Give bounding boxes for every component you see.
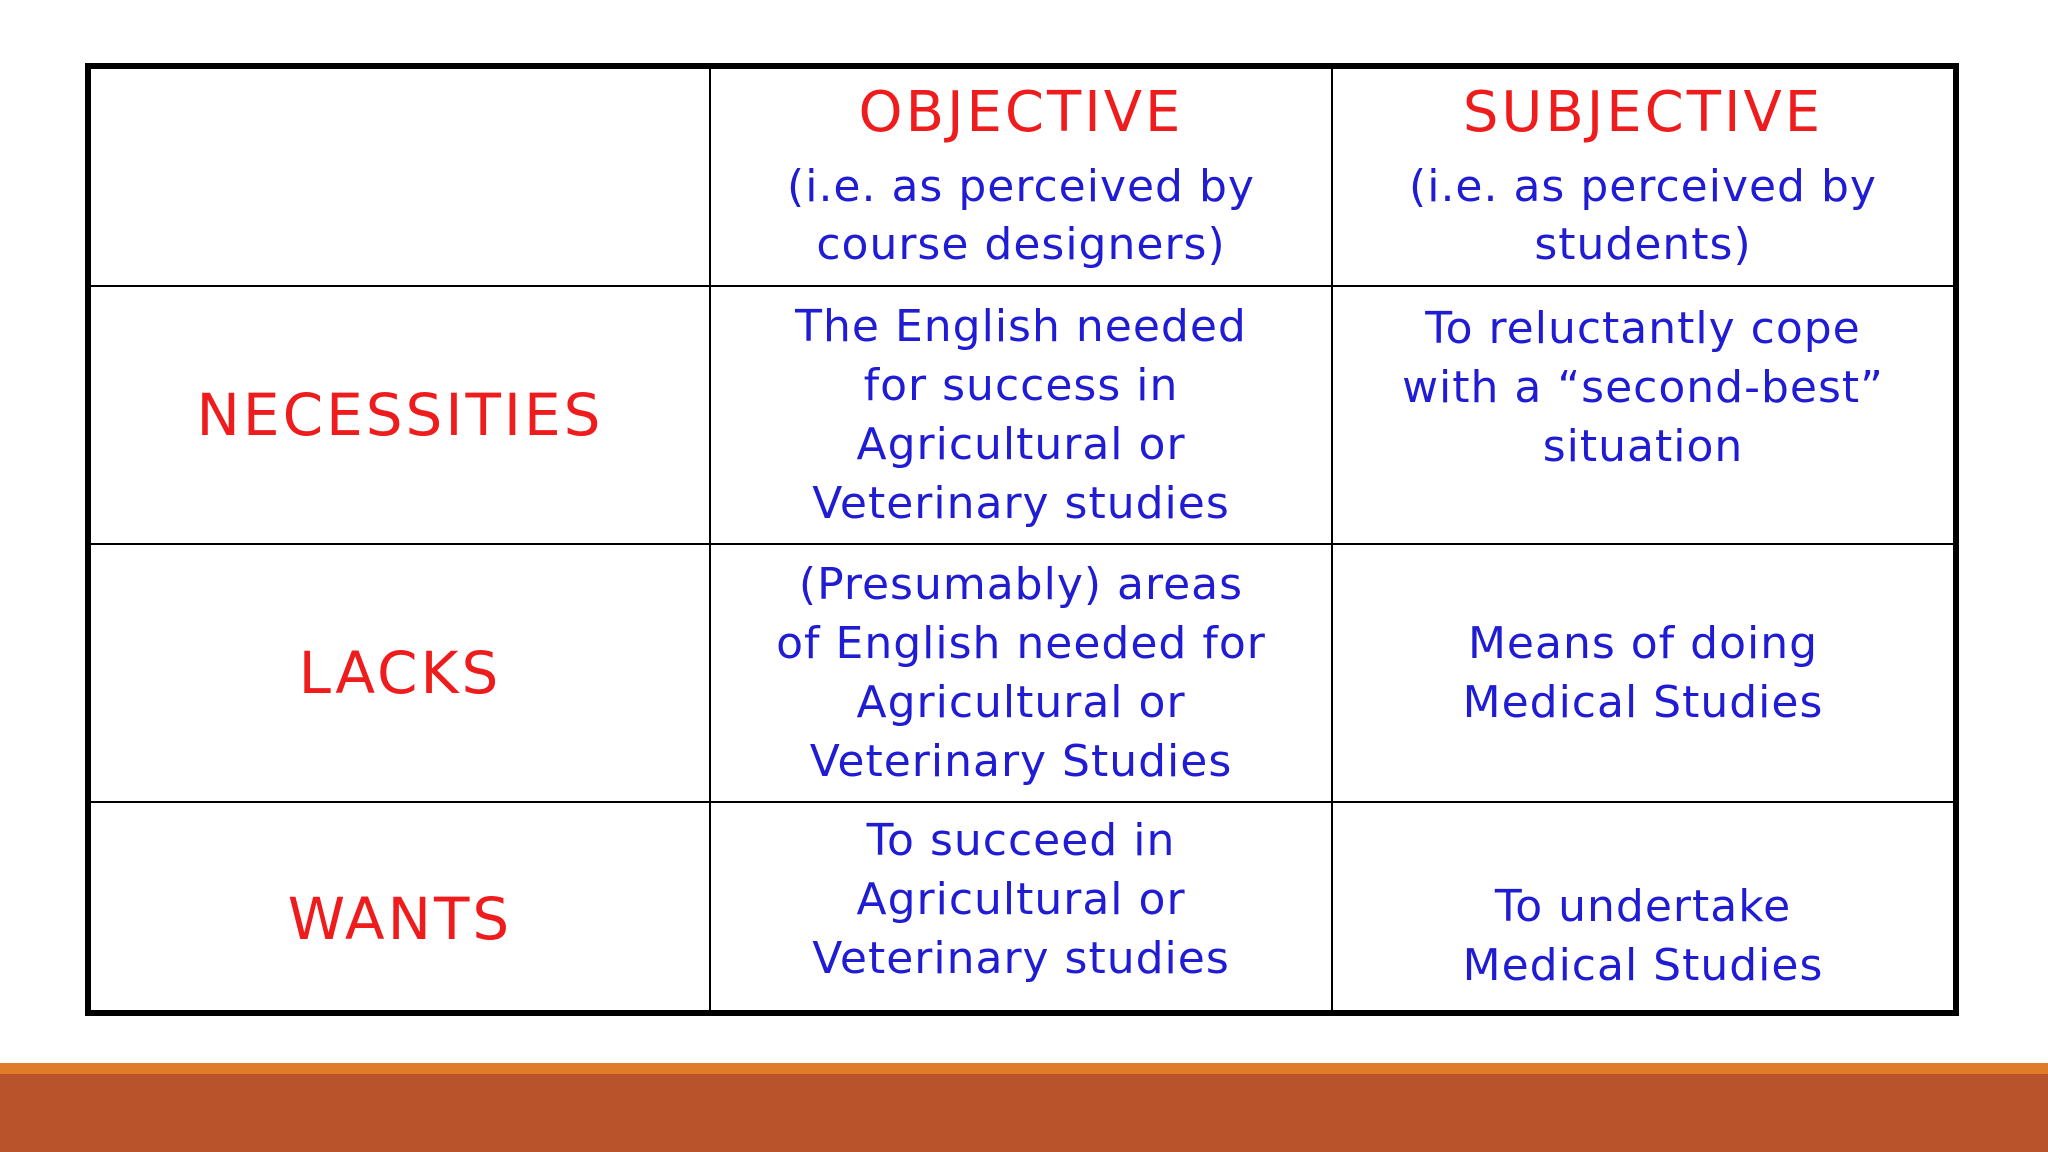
table-row (88, 286, 1956, 544)
objective-cell (710, 802, 1332, 1013)
lacks-objective-text: (Presumably) areas of English needed for Agricultural or Veterinary Studies (776, 559, 1266, 787)
needs-analysis-table (85, 63, 1959, 1016)
subjective-heading: SUBJECTIVE (1462, 80, 1824, 145)
objective-subheading: (i.e. as perceived by course designers) (787, 161, 1255, 270)
table-header-row (88, 66, 1956, 286)
lacks-subjective-text: Means of doing Medical Studies (1462, 618, 1824, 728)
header-corner-cell (88, 66, 710, 286)
row-label-cell (88, 802, 710, 1013)
table-row (88, 802, 1956, 1013)
subjective-cell (1332, 802, 1956, 1013)
row-label-cell (88, 544, 710, 802)
subjective-subheading: (i.e. as perceived by students) (1409, 161, 1877, 270)
lacks-label: LACKS (298, 639, 502, 707)
row-label-cell (88, 286, 710, 544)
wants-objective-text: To succeed in Agricultural or Veterinary studies (812, 815, 1230, 984)
objective-cell (710, 544, 1332, 802)
objective-cell (710, 286, 1332, 544)
subjective-cell (1332, 286, 1956, 544)
header-subjective-cell (1332, 66, 1956, 286)
necessities-subjective-text: To reluctantly cope with a “second-best” situation (1402, 302, 1884, 472)
wants-subjective-text: To undertake Medical Studies (1462, 880, 1824, 991)
table-row (88, 544, 1956, 802)
footer-accent-stripe (0, 1063, 2048, 1074)
objective-heading: OBJECTIVE (858, 80, 1184, 145)
footer-bar (0, 1074, 2048, 1152)
wants-label: WANTS (287, 884, 513, 953)
necessities-label: NECESSITIES (196, 381, 604, 449)
subjective-cell (1332, 544, 1956, 802)
header-objective-cell (710, 66, 1332, 286)
necessities-objective-text: The English needed for success in Agricultural or Veterinary studies (795, 301, 1247, 529)
